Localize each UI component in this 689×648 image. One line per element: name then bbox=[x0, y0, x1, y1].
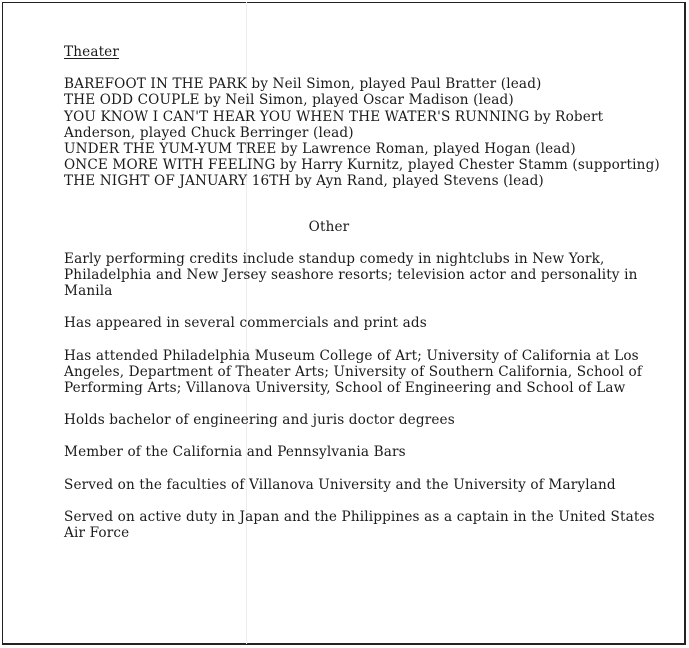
theater-credit: THE NIGHT OF JANUARY 16TH by Ayn Rand, played Stevens (lead) bbox=[64, 173, 544, 190]
theater-credit: YOU KNOW I CAN'T HEAR YOU WHEN THE WATER'S RUNNING by Robert Anderson, played Chuck Berringer (lead) bbox=[64, 108, 604, 141]
theater-credits-list bbox=[64, 76, 664, 189]
document-body bbox=[64, 44, 664, 557]
other-paragraph: Early performing credits include standup comedy in nightclubs in New York, Philadelphia and New Jersey seashore resorts; television actor and personality in Manila bbox=[64, 250, 638, 300]
theater-credit: THE ODD COUPLE by Neil Simon, played Oscar Madison (lead) bbox=[64, 92, 514, 109]
other-heading: Other bbox=[308, 218, 350, 235]
other-paragraph: Has attended Philadelphia Museum College of Art; University of California at Los Angeles, Department of Theater Arts; University of Southern California, School of Performing Arts; Villanova University, School of Engineering and School of Law bbox=[64, 347, 643, 397]
other-paragraph: Holds bachelor of engineering and juris doctor degrees bbox=[64, 412, 455, 429]
other-paragraph: Has appeared in several commercials and print ads bbox=[64, 315, 427, 332]
theater-credit: UNDER THE YUM-YUM TREE by Lawrence Roman, played Hogan (lead) bbox=[64, 141, 576, 158]
other-paragraph: Member of the California and Pennsylvania Bars bbox=[64, 444, 406, 461]
theater-credit: BAREFOOT IN THE PARK by Neil Simon, played Paul Bratter (lead) bbox=[64, 76, 542, 93]
other-paragraph: Served on the faculties of Villanova University and the University of Maryland bbox=[64, 476, 616, 493]
theater-heading: Theater bbox=[64, 44, 120, 60]
theater-credit: ONCE MORE WITH FEELING by Harry Kurnitz, played Chester Stamm (supporting) bbox=[64, 157, 660, 174]
other-paragraph: Served on active duty in Japan and the Philippines as a captain in the United States Air Force bbox=[64, 508, 655, 542]
